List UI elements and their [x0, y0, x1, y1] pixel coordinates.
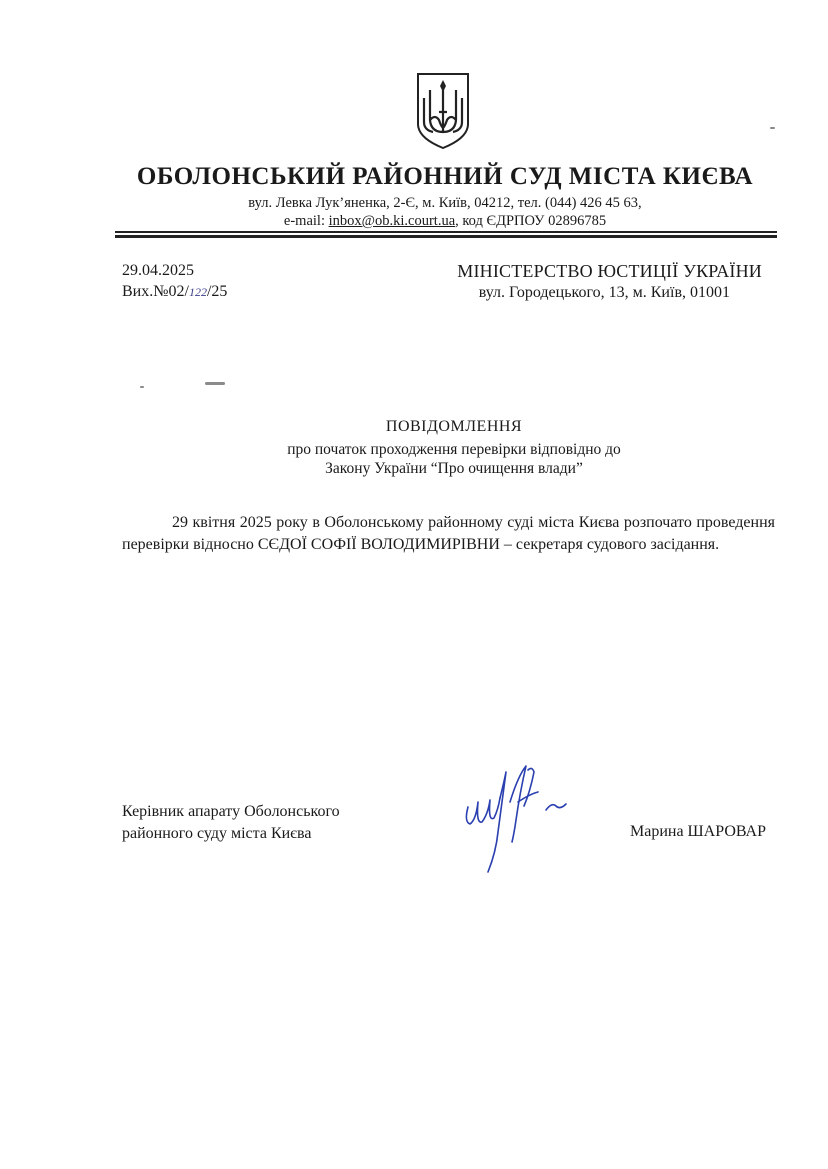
email-link[interactable]: inbox@ob.ki.court.ua — [328, 213, 456, 229]
signer-position: Керівник апарату Оболонського — [122, 803, 340, 820]
outgoing-handwritten-number: 122 — [188, 285, 207, 299]
notice-subtitle: про початок проходження перевірки відповідно до — [287, 441, 621, 458]
outgoing-number — [122, 283, 227, 301]
document-date: 29.04.2025 — [122, 262, 194, 279]
header-divider-thick — [115, 235, 777, 238]
court-address: вул. Левка Лук’яненка, 2-Є, м. Київ, 04212, тел. (044) 426 45 63, — [248, 195, 642, 211]
email-label: e-mail: — [283, 213, 329, 229]
outgoing-prefix: Вих.№02/ — [122, 283, 189, 300]
court-name: ОБОЛОНСЬКИЙ РАЙОННИЙ СУД МІСТА КИЄВА — [136, 163, 754, 190]
body-text: 29 квітня 2025 року в Оболонському районному суді міста Києва розпочато проведення перевірки відносно СЄДОЇ СОФІЇ ВОЛОДИМИРІВНИ – секретаря судового засідання. — [122, 514, 775, 553]
header-divider — [115, 231, 777, 233]
handwritten-signature-icon — [458, 762, 578, 880]
notice-subtitle-law: Закону України “Про очищення влади” — [325, 460, 583, 477]
outgoing-suffix: /25 — [206, 283, 228, 300]
notice-title: ПОВІДОМЛЕННЯ — [385, 418, 523, 435]
recipient-address: вул. Городецького, 13, м. Київ, 01001 — [478, 284, 730, 301]
ukraine-trident-icon — [413, 72, 473, 150]
signer-position-cont: районного суду міста Києва — [122, 825, 312, 842]
court-contacts — [0, 213, 828, 230]
scan-speck — [205, 382, 225, 385]
recipient-name: МІНІСТЕРСТВО ЮСТИЦІЇ УКРАЇНИ — [457, 261, 762, 281]
signer-name: Марина ШАРОВАР — [629, 823, 766, 840]
scan-speck — [770, 127, 775, 129]
scan-speck — [140, 386, 144, 388]
edrpou-code: , код ЄДРПОУ 02896785 — [455, 213, 607, 229]
body-paragraph — [122, 512, 775, 556]
